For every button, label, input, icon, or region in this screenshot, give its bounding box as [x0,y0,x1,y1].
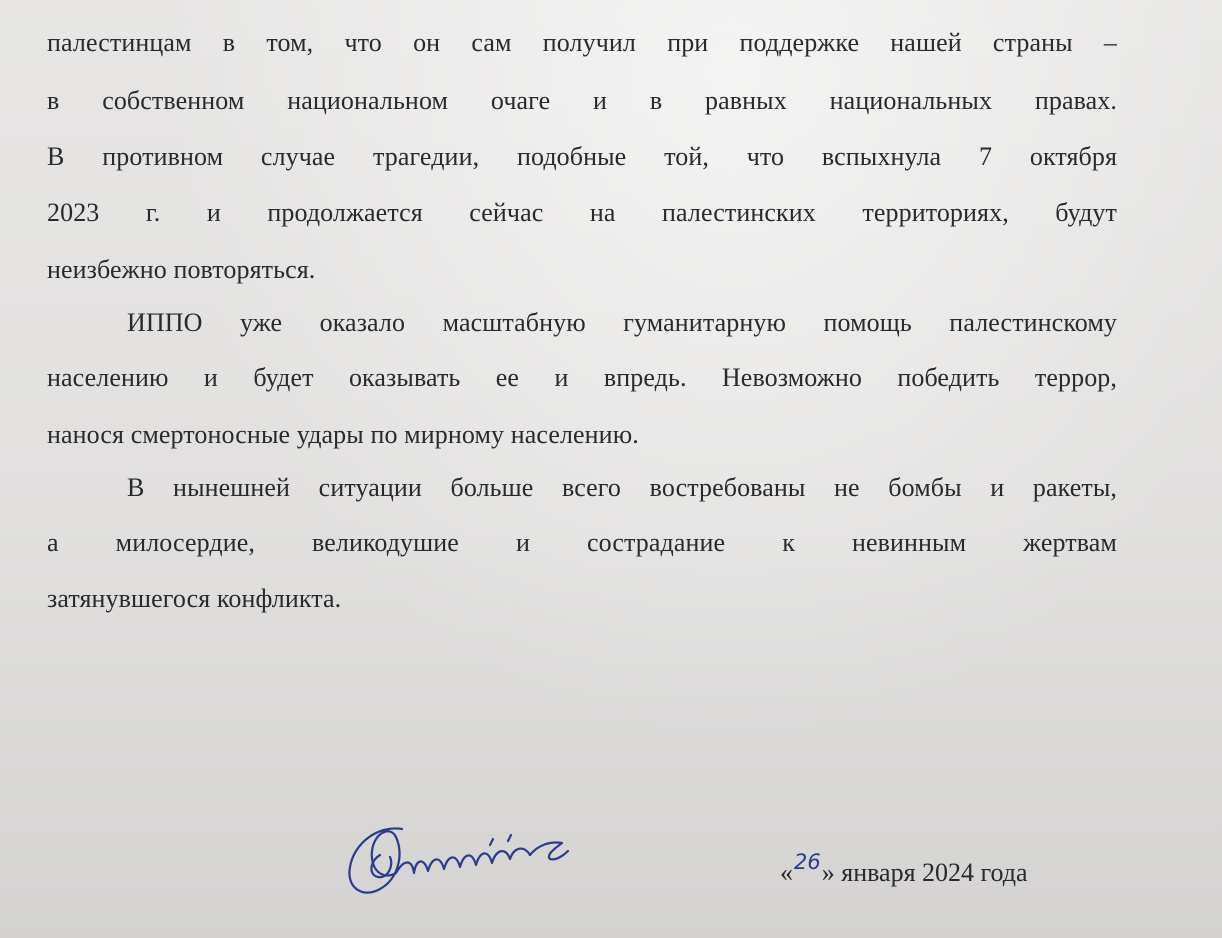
text-line: затянувшегося конфликта. [47,584,342,613]
date-open-quote: « [780,858,793,887]
paragraph-first-line: ИППО уже оказало масштабную гуманитарную помощь палестинскому [127,308,1117,337]
text-line: населению и будет оказывать ее и впредь. Невозможно победить террор, [47,363,1117,392]
text-line: нанося смертоносные удары по мирному населению. [47,420,639,449]
text-line: а милосердие, великодушие и сострадание к невинным жертвам [47,528,1117,557]
text-line: палестинцам в том, что он сам получил при поддержке нашей страны – [47,28,1117,57]
date-month-year: января 2024 года [834,858,1028,887]
text-line: 2023 г. и продолжается сейчас на палестинских территориях, будут [47,198,1117,227]
text-line: В противном случае трагедии, подобные той, что вспыхнула 7 октября [47,142,1117,171]
date-day-handwritten: 26 [794,850,821,874]
date-close-quote: » [821,858,835,887]
paragraph-first-line: В нынешней ситуации больше всего востребованы не бомбы и ракеты, [127,473,1117,502]
text-line: неизбежно повторяться. [47,255,316,284]
signature-date [780,850,1028,891]
signature-image [340,815,575,905]
text-line: в собственном национальном очаге и в равных национальных правах. [47,86,1117,115]
